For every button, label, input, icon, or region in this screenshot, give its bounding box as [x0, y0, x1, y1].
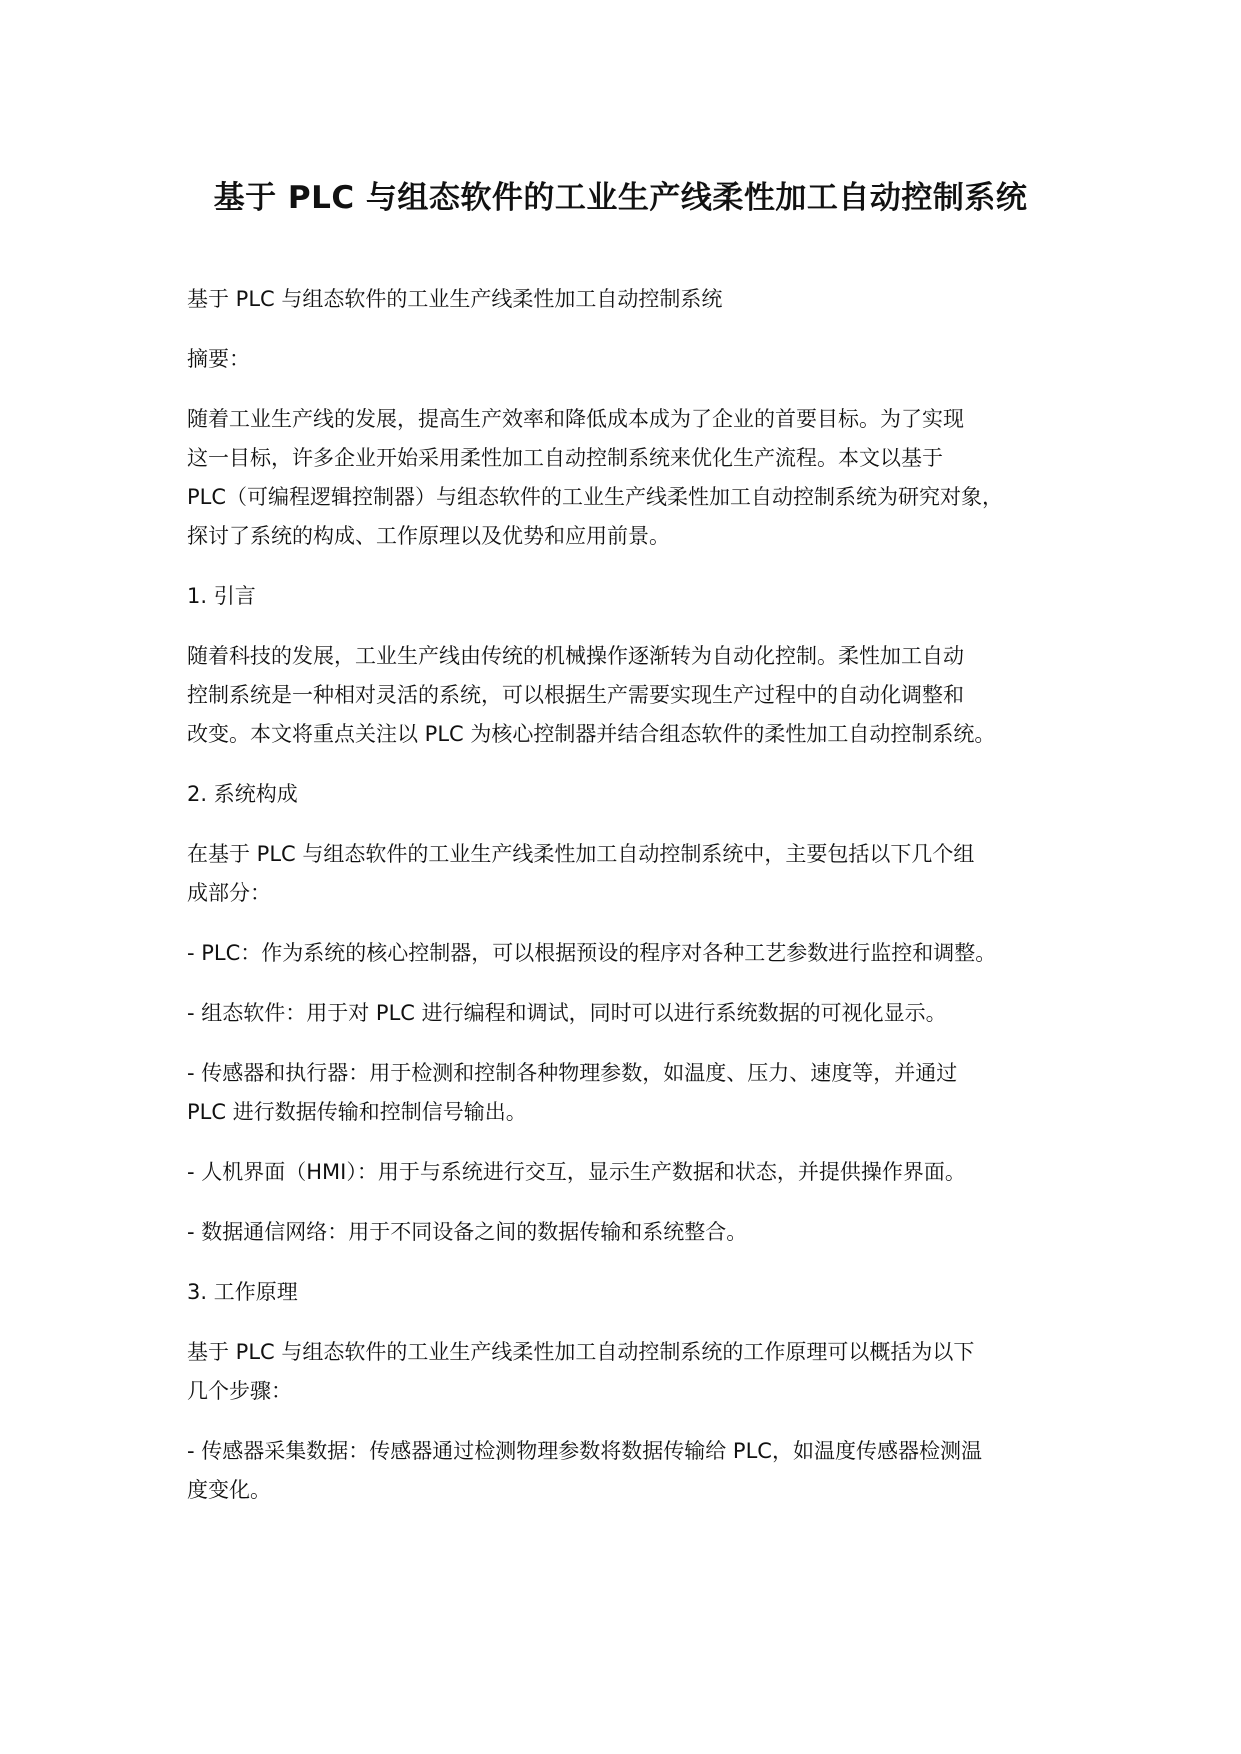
section-heading-introduction: 1. 引言 [187, 584, 256, 608]
list-item-data-network: - 数据通信网络：用于不同设备之间的数据传输和系统整合。 [187, 1220, 748, 1244]
document-title: 基于 PLC 与组态软件的工业生产线柔性加工自动控制系统 [213, 180, 1028, 216]
list-item-plc: - PLC：作为系统的核心控制器，可以根据预设的程序对各种工艺参数进行监控和调整。 [187, 941, 997, 965]
list-item-sensor-data-collection: - 传感器采集数据：传感器通过检测物理参数将数据传输给 PLC，如温度传感器检测温 度变化。 [187, 1439, 982, 1502]
subtitle-paragraph: 基于 PLC 与组态软件的工业生产线柔性加工自动控制系统 [187, 287, 723, 311]
working-principle-paragraph: 基于 PLC 与组态软件的工业生产线柔性加工自动控制系统的工作原理可以概括为以下 几个步骤： [187, 1340, 975, 1403]
section-heading-system-composition: 2. 系统构成 [187, 782, 298, 806]
abstract-paragraph: 随着工业生产线的发展，提高生产效率和降低成本成为了企业的首要目标。为了实现 这一目标，许多企业开始采用柔性加工自动控制系统来优化生产流程。本文以基于 PLC（可编程逻辑控制器）与组态软件的工业生产线柔性加工自动控制系统为研究对象， 探讨了系统的构成、工作原理以及优势和应用前景。 [187, 407, 1004, 548]
list-item-configuration-software: - 组态软件：用于对 PLC 进行编程和调试，同时可以进行系统数据的可视化显示。 [187, 1001, 947, 1025]
list-item-sensors-actuators: - 传感器和执行器：用于检测和控制各种物理参数，如温度、压力、速度等，并通过 PLC 进行数据传输和控制信号输出。 [187, 1061, 958, 1124]
section-heading-working-principle: 3. 工作原理 [187, 1280, 298, 1304]
introduction-paragraph: 随着科技的发展，工业生产线由传统的机械操作逐渐转为自动化控制。柔性加工自动 控制系统是一种相对灵活的系统，可以根据生产需要实现生产过程中的自动化调整和 改变。本文将重点关注以 PLC 为核心控制器并结合组态软件的柔性加工自动控制系统。 [187, 644, 996, 746]
abstract-heading: 摘要： [187, 347, 250, 371]
document-body [187, 280, 1067, 1510]
list-item-hmi: - 人机界面（HMI）：用于与系统进行交互，显示生产数据和状态，并提供操作界面。 [187, 1160, 966, 1184]
system-composition-paragraph: 在基于 PLC 与组态软件的工业生产线柔性加工自动控制系统中，主要包括以下几个组 成部分： [187, 842, 975, 905]
